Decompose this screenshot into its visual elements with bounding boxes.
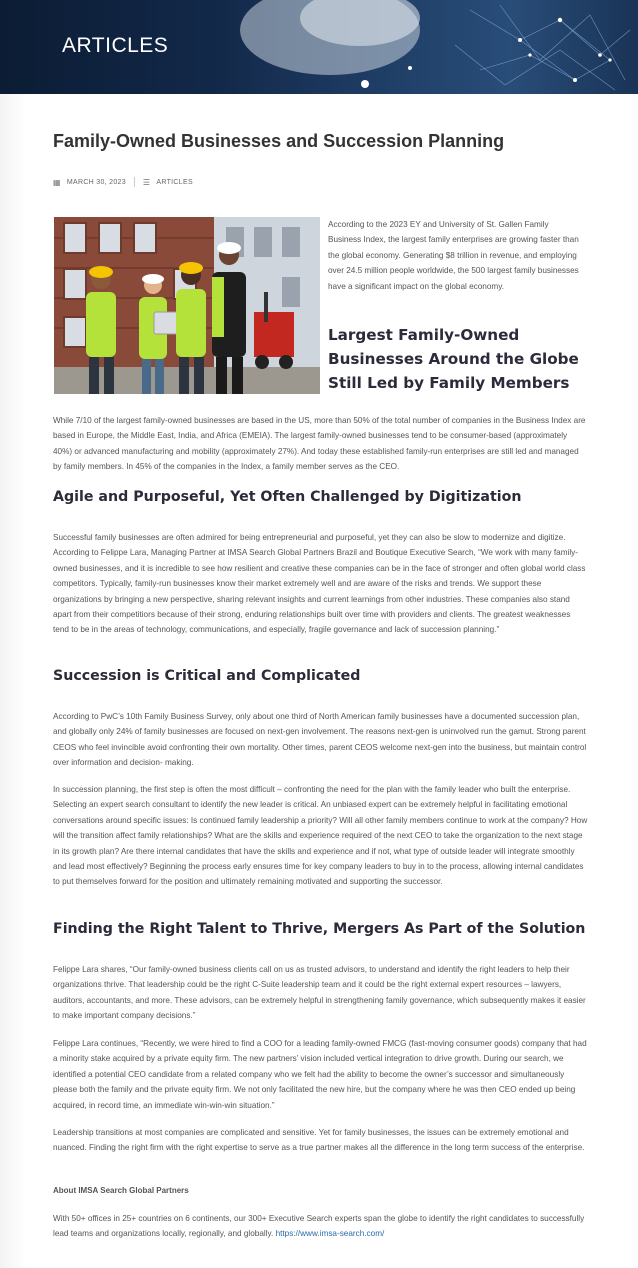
article-title: Family-Owned Businesses and Succession Planning	[53, 131, 505, 151]
about-text: With 50+ offices in 25+ countries on 6 continents, our 300+ Executive Search experts span the globe to identify the right candidates to successfully lead teams and organizations locally, regionally, and globally.	[53, 1214, 585, 1239]
heading-largest-family-businesses: Largest Family-Owned Businesses Around the Globe Still Led by Family Members	[328, 326, 579, 392]
paragraph-succession-1: According to PwC’s 10th Family Business Survey, only about one third of North American family businesses have a documented succession plan, and globally only 24% of family businesses are focused on next-gen involvement. The reasons next-gen is uninvolved run the gamut. Strong parent CEOS who feel invincible avoid confronting their own mortality. Other times, parent CEOS welcome next-gen into the business, but maintain control over information and decision- making.	[53, 712, 587, 768]
heading-agile-purposeful: Agile and Purposeful, Yet Often Challenged by Digitization	[53, 489, 522, 505]
heading-finding-talent: Finding the Right Talent to Thrive, Mergers As Part of the Solution	[53, 921, 586, 937]
about-heading: About IMSA Search Global Partners	[53, 1186, 189, 1195]
imsa-website-link[interactable]: https://www.imsa-search.com/	[275, 1229, 385, 1239]
calendar-icon: ▦	[53, 177, 61, 187]
article-date: MARCH 30, 2023	[66, 178, 126, 186]
article-meta	[53, 177, 193, 187]
article-category-link[interactable]: ARTICLES	[156, 178, 193, 186]
article-photo	[54, 217, 320, 394]
intro-paragraph: According to the 2023 EY and University of St. Gallen Family Business Index, the largest family enterprises are growing faster than the global economy. Generating $8 trillion in revenue, and employing over 24.5 million people worldwide, the 500 largest family businesses have a significant impact on the global economy.	[328, 220, 579, 291]
about-paragraph	[53, 1211, 588, 1242]
meta-divider	[134, 177, 135, 187]
page-edge-shadow	[0, 94, 26, 1268]
paragraph-succession-2: In succession planning, the first step is often the most difficult – confronting the need for the plan with the family leader who built the enterprise. Selecting an expert search consultant to identify the new leader is critical. An unbiased expert can be extremely helpful in facilitating emotional conversations around specific issues: Is continued family leadership a priority? Will all other family members continue to work at the company? How will the transition affect family relationships? What are the skills and experience required of the next CEO to take the organization to the next stage in its growth plan? Are there internal candidates that have the skills and experience and if not, what type of outside leader will integrate smoothly and lead most effectively? Beginning the process early ensures time for key company leaders to buy in to the process, allowing internal candidates to put themselves forward for the position and ultimately remaining motivated and supporting the successor.	[53, 785, 588, 887]
paragraph-talent-1: Felippe Lara shares, “Our family-owned business clients call on us as trusted advisors, to understand and identify the right leaders to help their organizations thrive. That leadership could be the right C-Suite leadership team and it could be the right external expert resources – lawyers, auditors, accountants, and more. These advisors, can be extremely helpful in strengthening family governance, which subsequently makes it easier to make important company decisions.”	[53, 965, 586, 1021]
banner-title: ARTICLES	[62, 34, 169, 57]
list-icon: ☰	[142, 177, 151, 187]
paragraph-talent-3: Leadership transitions at most companies are complicated and sensitive. Yet for family businesses, the issues can be extremely emotional and nuanced. Finding the right firm with the right expertise to serve as a true partner makes all the difference in the long term success of the enterprise.	[53, 1128, 585, 1153]
paragraph-agile-purposeful: Successful family businesses are often admired for being entrepreneurial and purposeful, yet they can also be slow to modernize and digitize. According to Felippe Lara, Managing Partner at IMSA Search Global Partners Brazil and Boutique Executive Search, “We work with many family-owned businesses, and it is incredible to see how resilient and creative these companies can be in the face of stronger and often global world class competitors. Typically, family-run businesses know their market extremely well and are aware of the risks and trends. We support these organizations by bringing a new perspective, sharing relevant insights and current learnings from other industries. These companies also stand apart from their competitiors because of their strong, enduring relationships built over time with providers and clients. The greatest weaknesses tend to be in the areas of technology, communications, and especially, fragile governance and lack of succession planning.”	[53, 533, 586, 635]
heading-succession: Succession is Critical and Complicated	[53, 668, 361, 684]
paragraph-largest-family-businesses: While 7/10 of the largest family-owned businesses are based in the US, more than 50% of the total number of companies in the Business Index are based in Europe, the Middle East, India, and Africa (EMEIA). The largest family-owned businesses tend to be consumer-based (approximately 40%) or advanced manufacturing and mobility (approximately 27%). And today these established family-run enterprises are still led and managed by family members. In 45% of the companies in the Index, a family member serves as the CEO.	[53, 416, 586, 472]
paragraph-talent-2: Felippe Lara continues, “Recently, we were hired to find a COO for a leading family-owned FMCG (fast-moving consumer goods) company that had a minority stake acquired by a private equity firm. The new partners’ vision included vertical integration to drive growth. During our search, we identified a potential CEO candidate from a related company who we felt had the ability to become the owner’s successor and simultaneously please both the family and the private equity firm. We not only facilitated the new hire, but the company where he was then CEO ended up being acquired, in record time, an immediate win-win-win situation.”	[53, 1039, 587, 1110]
page-banner	[0, 0, 638, 94]
